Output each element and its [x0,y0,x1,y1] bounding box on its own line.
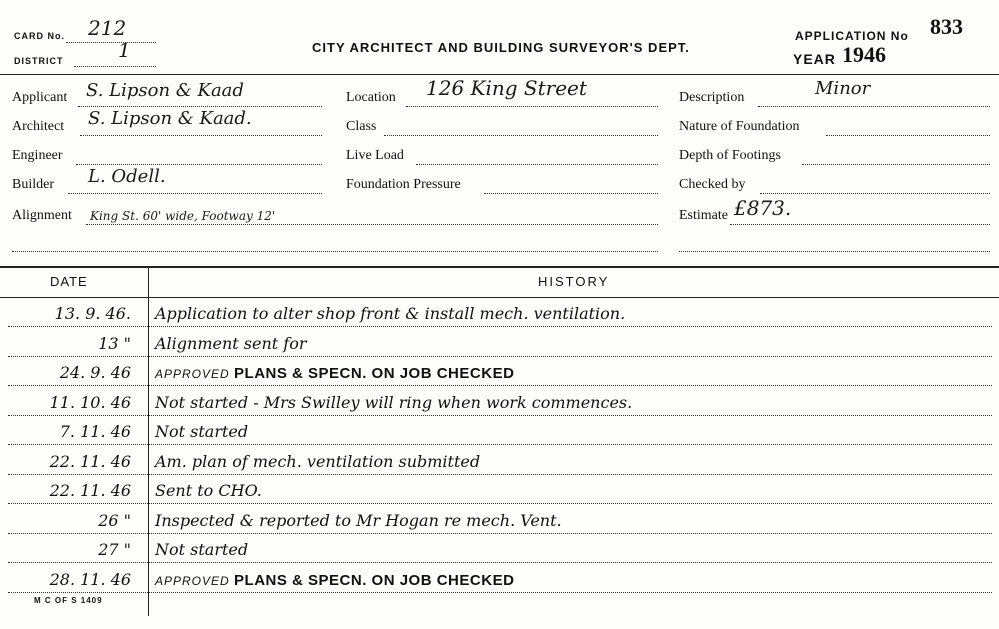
row-rule [8,356,992,357]
description-label: Description [679,90,745,105]
architect-line [80,135,322,136]
row-history [155,511,985,530]
architect-value: S. Lipson & Kaad. [88,108,252,129]
row-rule [8,415,992,416]
row-history [155,334,985,353]
row-rule [8,503,992,504]
row-history [155,540,985,559]
table-top-rule [0,266,999,268]
row-date: 24. 9. 46 [59,363,131,382]
row-history [155,393,985,412]
card-no-value: 212 [88,16,127,40]
row-rule [8,592,992,593]
year-value: 1946 [842,42,886,67]
approval-stamp: PLANS & SPECN. ON JOB CHECKED [234,571,515,589]
blank-line [12,251,658,252]
foundation-pressure-label: Foundation Pressure [346,177,461,192]
approval-stamp: PLANS & SPECN. ON JOB CHECKED [234,365,515,382]
row-history [155,481,985,500]
live-load-line [416,164,658,165]
nature-label: Nature of Foundation [679,119,800,134]
estimate-line [730,224,990,225]
row-date: 11. 10. 46 [49,392,131,412]
row-history [155,422,985,441]
location-label: Location [346,90,396,105]
year-label: YEAR [793,51,836,67]
blank-line-right [679,251,990,252]
description-value: Minor [815,78,871,99]
row-history [155,452,985,471]
history-text: Not started [155,422,249,441]
row-rule [8,474,992,475]
application-number: 833 [930,14,963,39]
row-history [155,304,985,323]
row-date: 26 " [98,510,131,530]
alignment-value: King St. 60' wide, Footway 12' [90,209,276,223]
architect-label: Architect [12,119,65,134]
row-date: 28. 11. 46 [49,569,131,589]
checked-label: Checked by [679,177,746,192]
depth-label: Depth of Footings [679,148,781,163]
builder-label: Builder [12,177,54,192]
row-date: 22. 11. 46 [49,451,131,471]
district-label: DISTRICT [14,56,64,66]
history-header: HISTORY [538,274,610,289]
row-date: 27 " [98,540,131,559]
checked-line [760,193,990,194]
history-text: Am. plan of mech. ventilation submitted [155,451,481,471]
history-text: Inspected & reported to Mr Hogan re mech. Vent. [155,510,562,530]
engineer-label: Engineer [12,148,63,163]
row-rule [8,533,992,534]
live-load-label: Live Load [346,148,404,163]
department-title: CITY ARCHITECT AND BUILDING SURVEYOR'S DEPT. [312,40,690,55]
row-history [155,570,985,589]
row-date: 13. 9. 46. [54,304,131,323]
applicant-line [78,106,322,107]
row-history [155,363,985,382]
row-rule [8,562,992,563]
row-date: 7. 11. 46 [59,422,131,441]
approved-mark: APPROVED [155,573,235,588]
table-divider [148,266,149,616]
approved-mark: APPROVED [155,367,235,381]
description-line [758,106,990,107]
estimate-value: £873. [734,196,792,220]
card-no-label: CARD No. [14,31,65,41]
history-text: Alignment sent for [155,333,307,353]
history-text: Not started [155,540,249,559]
class-label: Class [346,119,377,134]
application-label: APPLICATION No [795,29,909,43]
history-text: Not started - Mrs Swilley will ring when work commences. [155,392,633,412]
card-no-line [66,42,156,43]
row-rule [8,444,992,445]
header-rule [0,74,999,75]
history-text: Sent to CHO. [155,481,262,500]
alignment-label: Alignment [12,208,72,223]
location-line [406,106,658,107]
row-rule [8,385,992,386]
form-code: M C OF S 1409 [34,596,103,605]
applicant-label: Applicant [12,90,68,105]
row-date: 13 " [98,333,131,353]
engineer-line [76,164,322,165]
estimate-label: Estimate [679,208,728,223]
builder-line [68,193,322,194]
foundation-pressure-line [484,193,658,194]
district-value: 1 [118,38,131,62]
row-date: 22. 11. 46 [49,481,131,500]
location-value: 126 King Street [426,76,587,100]
depth-line [802,164,990,165]
table-header-rule [0,297,999,298]
date-header: DATE [50,274,88,289]
nature-line [826,135,990,136]
history-text: Application to alter shop front & install mech. ventilation. [155,304,626,323]
class-line [384,135,658,136]
alignment-line [86,224,658,225]
row-rule [8,326,992,327]
district-line [74,66,156,67]
builder-value: L. Odell. [88,166,166,187]
applicant-value: S. Lipson & Kaad [86,80,244,101]
